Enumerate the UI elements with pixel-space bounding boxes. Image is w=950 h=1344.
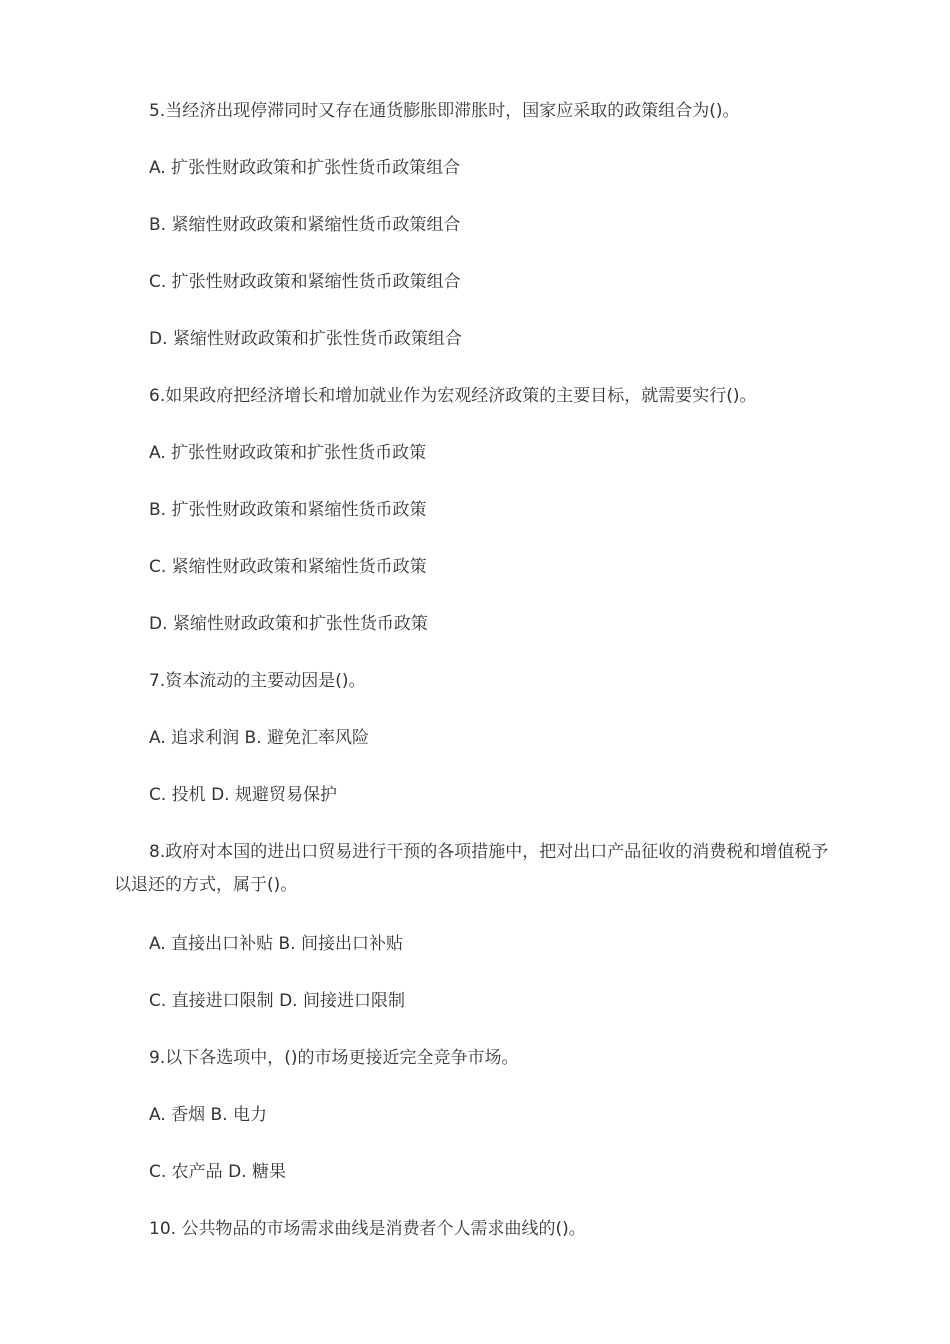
question-6-option-c: C. 紧缩性财政政策和紧缩性货币政策 — [149, 557, 427, 577]
question-6-option-b: B. 扩张性财政政策和紧缩性货币政策 — [149, 500, 427, 520]
question-5-option-b: B. 紧缩性财政政策和紧缩性货币政策组合 — [149, 215, 461, 235]
question-7-stem: 7.资本流动的主要动因是()。 — [149, 671, 366, 691]
question-7-options-ab: A. 追求利润 B. 避免汇率风险 — [149, 728, 370, 748]
question-9-options-cd: C. 农产品 D. 糖果 — [149, 1162, 286, 1182]
question-8-options-ab: A. 直接出口补贴 B. 间接出口补贴 — [149, 934, 404, 954]
question-5-option-c: C. 扩张性财政政策和紧缩性货币政策组合 — [149, 272, 461, 292]
question-6-option-a: A. 扩张性财政政策和扩张性货币政策 — [149, 443, 427, 463]
question-8-options-cd: C. 直接进口限制 D. 间接进口限制 — [149, 991, 405, 1011]
question-5-option-d: D. 紧缩性财政政策和扩张性货币政策组合 — [149, 329, 462, 349]
question-7-options-cd: C. 投机 D. 规避贸易保护 — [149, 785, 337, 805]
question-10-stem: 10. 公共物品的市场需求曲线是消费者个人需求曲线的()。 — [149, 1219, 586, 1239]
question-5-option-a: A. 扩张性财政政策和扩张性货币政策组合 — [149, 158, 461, 178]
question-9-stem: 9.以下各选项中，()的市场更接近完全竞争市场。 — [149, 1048, 519, 1068]
question-9-options-ab: A. 香烟 B. 电力 — [149, 1105, 268, 1125]
question-8-stem: 8.政府对本国的进出口贸易进行干预的各项措施中，把对出口产品征收的消费税和增值税予以退还的方式，属于()。 — [114, 842, 829, 895]
question-6-option-d: D. 紧缩性财政政策和扩张性货币政策 — [149, 614, 428, 634]
question-6-stem: 6.如果政府把经济增长和增加就业作为宏观经济政策的主要目标，就需要实行()。 — [149, 386, 757, 406]
question-5-stem: 5.当经济出现停滞同时又存在通货膨胀即滞胀时，国家应采取的政策组合为()。 — [149, 101, 740, 121]
